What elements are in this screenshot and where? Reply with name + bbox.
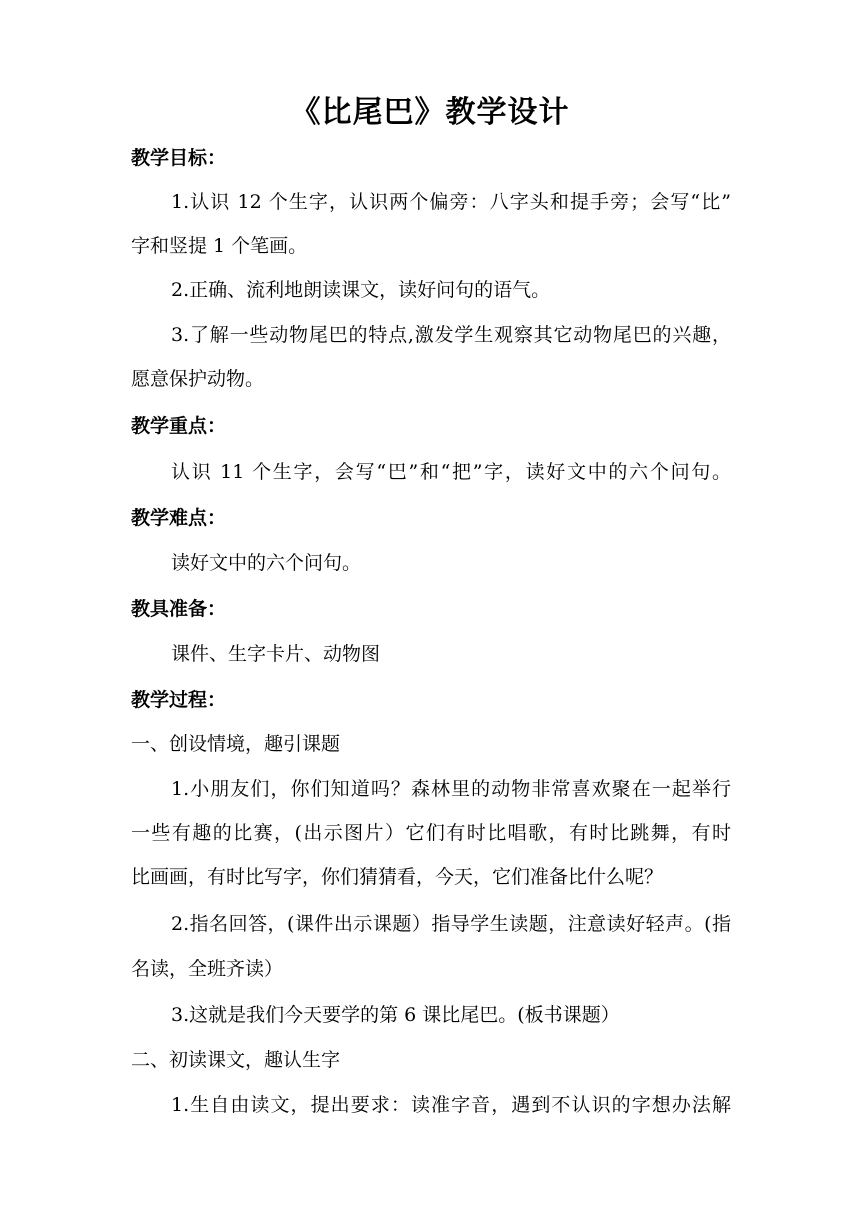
paragraph-line: 1.生自由读文，提出要求：读准字音，遇到不认识的字想办法解 (171, 1094, 731, 1116)
paragraph-line: 一些有趣的比赛，(出示图片）它们有时比唱歌，有时比跳舞，有时 (131, 822, 731, 844)
heading-teaching-goals: 教学目标： (131, 147, 227, 169)
section-heading: 二、初读课文，趣认生字 (131, 1049, 341, 1071)
paragraph-line: 读好文中的六个问句。 (171, 552, 362, 574)
heading-teaching-process: 教学过程： (131, 689, 227, 711)
paragraph-line: 1.认识 12 个生字，认识两个偏旁：八字头和提手旁；会写“比” (171, 191, 731, 213)
paragraph-line: 2.正确、流利地朗读课文，读好问句的语气。 (171, 279, 551, 301)
paragraph-line: 3.了解一些动物尾巴的特点,激发学生观察其它动物尾巴的兴趣， (171, 324, 731, 346)
heading-teaching-focus: 教学重点： (131, 415, 227, 437)
heading-teaching-difficulty: 教学难点： (131, 507, 227, 529)
document-title: 《比尾巴》教学设计 (290, 95, 570, 130)
paragraph-line: 课件、生字卡片、动物图 (171, 643, 381, 665)
paragraph-line: 比画画，有时比写字，你们猜猜看，今天，它们准备比什么呢？ (131, 866, 664, 888)
paragraph-line: 认识 11 个生字，会写“巴”和“把”字，读好文中的六个问句。 (171, 461, 731, 483)
paragraph-line: 字和竖提 1 个笔画。 (131, 235, 308, 257)
paragraph-line: 名读，全班齐读） (131, 958, 284, 980)
paragraph-line: 3.这就是我们今天要学的第 6 课比尾巴。(板书课题） (171, 1004, 620, 1026)
section-heading: 一、创设情境，趣引课题 (131, 733, 341, 755)
paragraph-line: 2.指名回答，(课件出示课题）指导学生读题，注意读好轻声。(指 (171, 913, 731, 935)
paragraph-line: 1.小朋友们，你们知道吗？森林里的动物非常喜欢聚在一起举行 (171, 778, 731, 800)
heading-teaching-aids: 教具准备： (131, 598, 227, 620)
paragraph-line: 愿意保护动物。 (131, 368, 265, 390)
